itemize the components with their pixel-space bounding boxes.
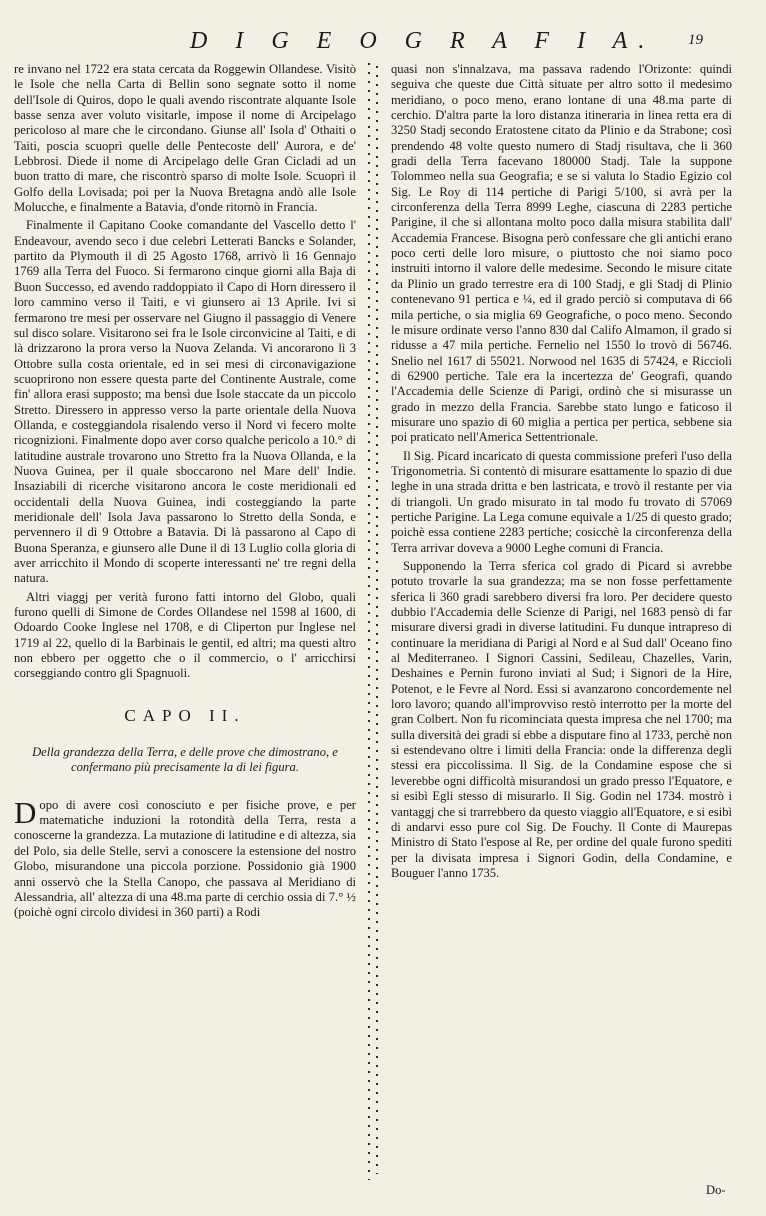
paragraph-ancient-measures: quasi non s'innalzava, ma passava radendo l'Orizonte: quindi seguiva che queste due Città situate per altro sotto il medesimo meridiano, o poco meno, erano lontane di una 48.ma parte di cerchio. D'altra parte la loro distanza itineraria in linea retta era di 3250 Stadj secondo Eratostene citato da Plinio e da Strabone; così prendendo 48 volte questo numero di Stadj risultava, che li 360 gradi della Terra facevano 180000 Stadj. Tale la suppone Tolommeo nella sua Geografia; e se si valuta lo Stadio Egizio col Sig. Le Roy di 114 pertiche di Parigi 5/100, si avrà per la circonferenza della Terra 8999 Leghe, ciascuna di 2283 pertiche Parigine, il che si allontana molto poco dalla misura stabilita dall' Accademia Francese. Bisogna però confessare che gli antichi erano poco certi delle loro misure, o piuttosto che noi siamo poco instruiti intorno il valore delle medesime. Secondo le misure citate da Plinio un grado terrestre era di 100 Stadj, e gli Stadj di Plinio contenevano 91 pertica e ¼, ed il grado perciò si computava di 66 mila pertiche, o sia miglia 69 Geografiche, o poco meno. Secondo le misure ordinate verso l'anno 830 dal Califo Almamon, il grado si ridusse a 47 mila pertiche. Fernelio nel 1550 lo trovò di 56746. Snelio nel 1617 di 55021. Norwood nel 1635 di 57424, e Riccioli di 62900 pertiche. Tale era la incertezza de' Geografi, quando l'Accademia delle Scienze di Parigi, ordinò che si misurasse un grado in mezzo della Francia. Sarebbe stato lungo e faticoso il misurare uno spazio di 60 miglia a pertica per pertica, sebbene sia poi praticato nell'America Settentrionale. — [391, 62, 732, 445]
paragraph-voyage-bougainville: re invano nel 1722 era stata cercata da Roggewin Ollandese. Visitò le Isole che nella Carta di Bellin sono segnate sotto il nome dell'Isole di Quiros, dopo le quali avendo riscontrate alquante Isole basse senza aver voluto visitarle, impose il nome di Arcipelago pericoloso al mare che le circondano. Giunse all' Isola d' Othaiti o Taiti, poscia scuoprì quelle delle Pentecoste dell' Aurora, e de' Lebbrosi. Diede il nome di Arcipelago delle Gran Cicladi ad un buon tratto di mare, che riscontrò sparso di molte Isole. Scuoprì il Golfo della Lovisada; poi per la Nuova Bretagna andò alle Isole Molucche, e finalmente a Batavia, d'onde ritornò in Francia. — [14, 62, 356, 215]
paragraph-other-voyages: Altri viaggj per verità furono fatti intorno del Globo, quali furono quelli di Simone de Cordes Ollandese nel 1598 al 1600, di Odoardo Cooke Inglese nel 1708, e di Cliperton pur Inglese nel 1719 al 22, quello di la Barbinais le gentil, ed altri; ma questi altro non ebbero per oggetto che o il commercio, o l' arricchirsi corseggiando contro gli Spagnuoli. — [14, 589, 356, 681]
paragraph-voyage-cooke: Finalmente il Capitano Cooke comandante del Vascello detto l' Endeavour, avendo seco i due celebri Letterati Bancks e Solander, partito da Plymouth il dì 25 Agosto 1768, arrivò lì 16 Gennajo 1769 alla Terra del Fuoco. Si fermarono cinque giorni alla Baja di Buon Successo, ed avendo raddoppiato il Capo di Horn diressero il loro cammino verso il Taiti, e vi giunsero ai 13 Aprile. Ivi si fermarono tre mesi per osservare nel Giugno il passaggio di Venere sul disco solare. Visitarono sei fra le Isole circonvicine al Taiti, e di là drizzarono la prora verso la Nuova Zelanda. Vi ancorarono lì 3 Ottobre sulla costa orientale, ed in sei mesi di circonavigazione scuoprirono non essere questa parte del Continente Australe, come fin' allora erasi supposto; ma bensì due Isole staccate da un piccolo Stretto. Diressero in appresso verso la parte orientale della Nuova Ollanda, e costeggiandola risalendo verso il Nord vi fecero molte ricognizioni. Finalmente dopo aver corso qualche pericolo a 10.° di latitudine australe trovarono uno Stretto fra la Nuova Ollanda, e la Nuova Guinea, per il quale sboccarono nel Mare dell' Indie. Insaziabili di ricerche visitarono ancora le coste meridionali ed occidentali della Nuova Guinea, indi costeggiando la parte meridionale dell' Isola Java passarono lo Stretto della Sonda, e pervennero il dì 9 Ottobre a Batavia. Di là passarono al Capo di Buona Speranza, e giunsero alle Dune il dì 13 Luglio colla gloria di aver arricchito il Mondo di scoperte interessanti ne' tre regni della natura. — [14, 218, 356, 586]
column-divider-ornament — [364, 60, 384, 1180]
running-title: D I G E O G R A F I A. — [190, 28, 656, 54]
page-number: 19 — [688, 32, 703, 48]
opening-paragraph — [14, 794, 356, 921]
left-column — [14, 62, 356, 921]
chapter-heading: CAPO II. — [124, 705, 246, 725]
running-head — [0, 28, 766, 56]
opening-paragraph-text: opo di avere così conosciuto e per fisiche prove, e per matematiche induzioni la rotondità della Terra, resta a conoscerne la grandezza. La mutazione di latitudine e di altezza, sia del Polo, sia delle Stelle, servì a conoscere la estensione del nostro Globo, misurandone una piccola porzione. Possidonio già 1900 anni osservò che la Stella Canopo, che passava al Meridiano di Alessandria, all' altezza di una 48.ma parte di cerchio ossia di 7.° ½ (poichè ogni circolo dividesi in 360 parti) a Rodi — [14, 797, 356, 920]
paragraph-academy-expeditions: Supponendo la Terra sferica col grado di Picard si avrebbe potuto trovarle la sua grandezza; ma se non fosse perfettamente sferica li 360 gradi sarebbero diversi fra loro. Per decidere questo dubbio l'Accademia delle Scienze di Parigi, nel 1683 pensò di far misurare diversi gradi in diverse latitudini. Fu dunque intrapreso di continuare la meridiana di Parigi al Nord e al Sud dall' Oceano fino al Mediterraneo. I Signori Cassini, Sedileau, Chazelles, Varin, Deshaines e Pernin furono inviati al Sud; i Signori de la Hire, Potenot, e le Fevre al Nord. Essi si avanzarono concordemente nel loro lavoro; quando all'improvviso restò interrotto per la morte del gran Colbert. Non fu ricominciata questa impresa che nel 1700; ma sulla diversità dei gradi si ebbe a disputare fino al 1733, perchè non si estendevano oltre i limiti della Francia: onde la differenza degli stessi era piccolissima. Il Sig. de la Condamine espose che si leverebbe ogni difficoltà misurandosi un grado presso l'Equatore, e si esibì Egli stesso di misurarlo. Il Sig. Godin nel 1734. mostrò i vantaggj che si trarrebbero da questo viaggio all'Equatore, e si esibì di andarvi esso pure col Sig. De Fouchy. Il Conte di Maurepas Ministro di Stato l'espose al Re, per ordine del quale furono spediti per la divisata impresa i Signori Godin, della Condamine, e Bouguer l'anno 1735. — [391, 559, 732, 880]
dropcap-letter: D — [14, 794, 37, 830]
catchword: Do- — [706, 1183, 726, 1197]
chapter-summary: Della grandezza della Terra, e delle prove che dimostrano, e confermano più precisamente la di lei figura. — [32, 745, 338, 775]
paragraph-picard: Il Sig. Picard incaricato di questa commissione preferì l'uso della Trigonometria. Si contentò di misurare esattamente lo spazio di due leghe in una strada dritta e ben lastricata, e trovò il restante per via di triangoli. Un grado misurato in tal modo fu trovato di 57069 pertiche Parigine. La Lega comune equivale a 1/25 di questo grado; poichè essa contiene 2283 pertiche; cosicchè la circonferenza della Terra arrivar doveva a 9000 Leghe comuni di Francia. — [391, 448, 732, 555]
right-column — [391, 62, 732, 881]
